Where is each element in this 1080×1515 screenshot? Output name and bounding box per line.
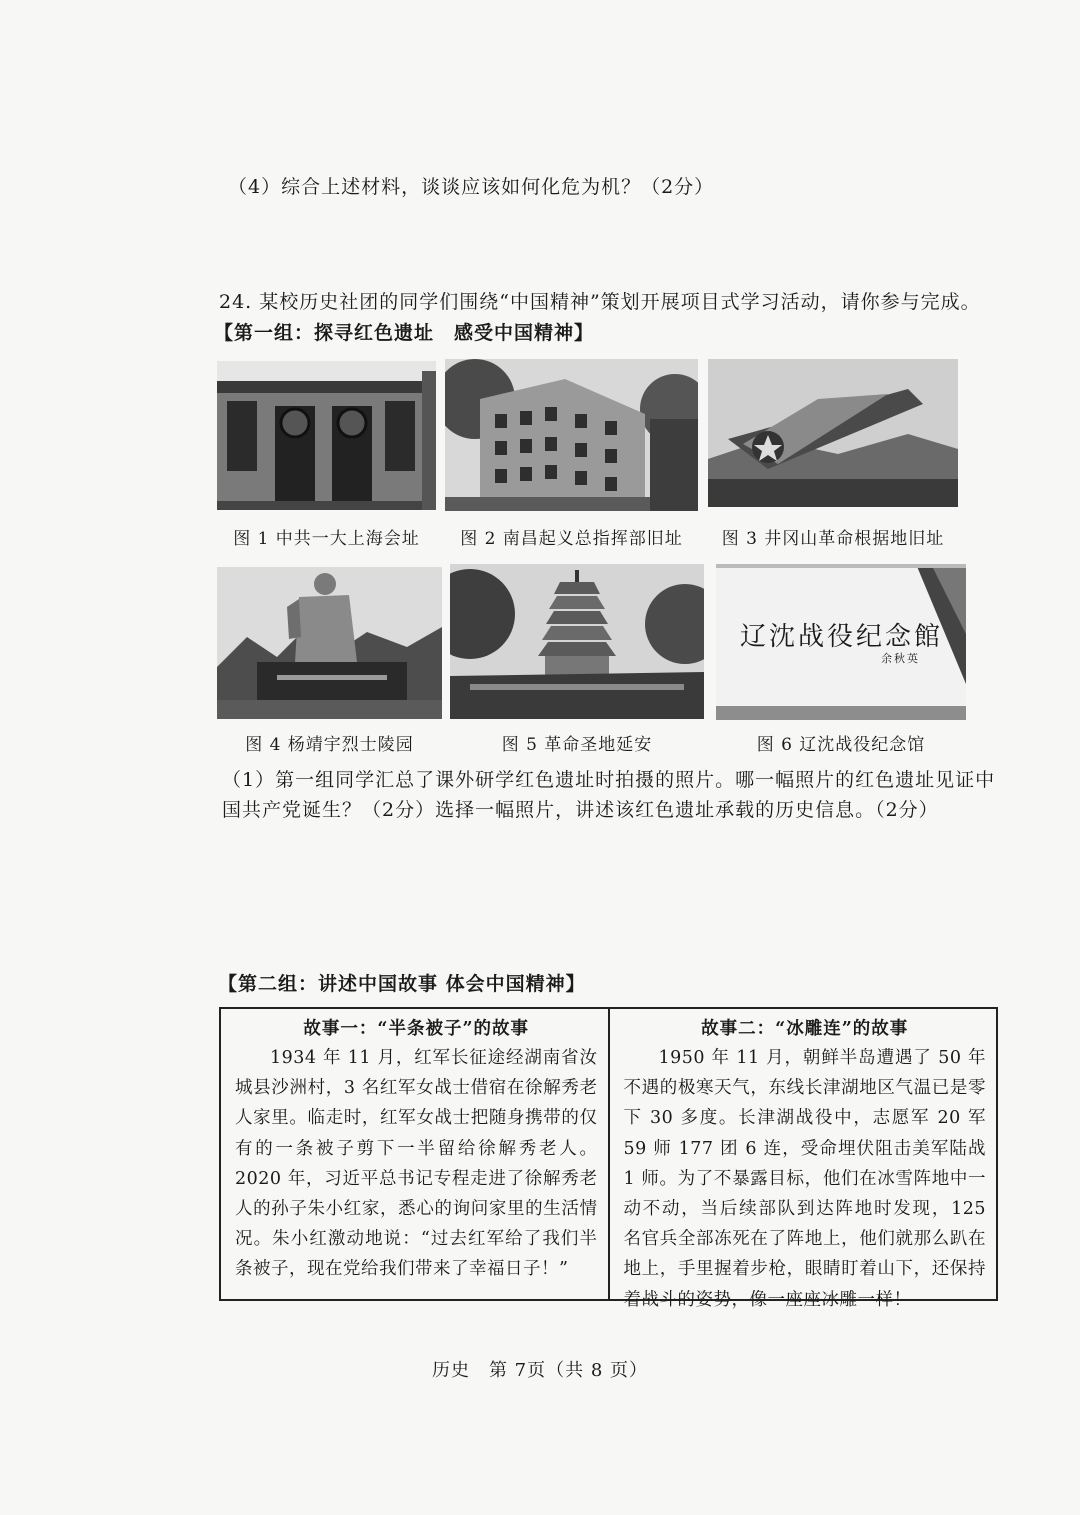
photo-5-caption: 图 5 革命圣地延安: [501, 735, 653, 755]
photo-1-shanghai-site: [217, 361, 436, 510]
plaque-text: 辽沈战役纪念館: [740, 622, 944, 652]
group2-heading: 【第二组：讲述中国故事 体会中国精神】: [218, 973, 586, 995]
stories-table: [219, 1007, 998, 1310]
page-footer: 历史 第 7页（共 8 页）: [431, 1360, 649, 1381]
photo-5-yanan: [450, 564, 704, 719]
photo-3-jinggangshan: [708, 359, 958, 507]
story-1-body: 1934 年 11 月，红军长征途经湖南省汝城县沙洲村，3 名红军女战士借宿在徐解秀老人家里。临走时，红军女战士把随身携带的仅有的一条被子剪下一半留给徐解秀老人。2020 年，习近平总书记专程走进了徐解秀老人的孙子朱小红家，悉心的询问家里的生活情况。朱小红激动地说：“过去红军给了我们半条被子，现在党给我们带来了幸福日子！”: [235, 1048, 598, 1280]
story-1: [221, 1009, 608, 1299]
question-24-intro: 24. 某校历史社团的同学们围绕“中国精神”策划开展项目式学习活动，请你参与完成。: [219, 291, 981, 313]
question-23-4: （4）综合上述材料，谈谈应该如何化危为机？（2分）: [228, 176, 715, 198]
story-2: [608, 1009, 997, 1310]
photo-4-caption: 图 4 杨靖宇烈士陵园: [245, 735, 414, 755]
story-2-body: 1950 年 11 月，朝鲜半岛遭遇了 50 年不遇的极寒天气，东线长津湖地区气温已是零下 30 多度。长津湖战役中，志愿军 20 军 59 师 177 团 6 连，受命埋伏阻击美军陆战 1 师。为了不暴露目标，他们在冰雪阵地中一动不动，当后续部队到达阵地时发现，125 名官兵全部冻死在了阵地上，他们就那么趴在地上，手里握着步枪，眼睛盯着山下，还保持着战斗的姿势，像一座座冰雕一样！: [623, 1048, 986, 1310]
plaque-signature: 余秋英: [881, 652, 920, 665]
group1-heading: 【第一组：探寻红色遗址 感受中国精神】: [214, 322, 595, 344]
story-2-title: 故事二：“冰雕连”的故事: [701, 1019, 909, 1039]
story-1-title: 故事一：“半条被子”的故事: [303, 1019, 530, 1039]
photo-6-liaoshen: [716, 564, 966, 720]
photo-1-caption: 图 1 中共一大上海会址: [233, 529, 420, 549]
photo-2-nanchang-hq: [445, 359, 698, 511]
question-24-1-line1: （1）第一组同学汇总了课外研学红色遗址时拍摄的照片。哪一幅照片的红色遗址见证中: [222, 769, 996, 791]
photo-4-yang-jingyu: [217, 567, 442, 719]
photo-6-caption: 图 6 辽沈战役纪念馆: [756, 735, 926, 755]
photo-2-caption: 图 2 南昌起义总指挥部旧址: [460, 529, 683, 549]
question-24-1-line2: 国共产党诞生？（2分）选择一幅照片，讲述该红色遗址承载的历史信息。（2分）: [222, 799, 939, 821]
photo-3-caption: 图 3 井冈山革命根据地旧址: [721, 529, 945, 549]
